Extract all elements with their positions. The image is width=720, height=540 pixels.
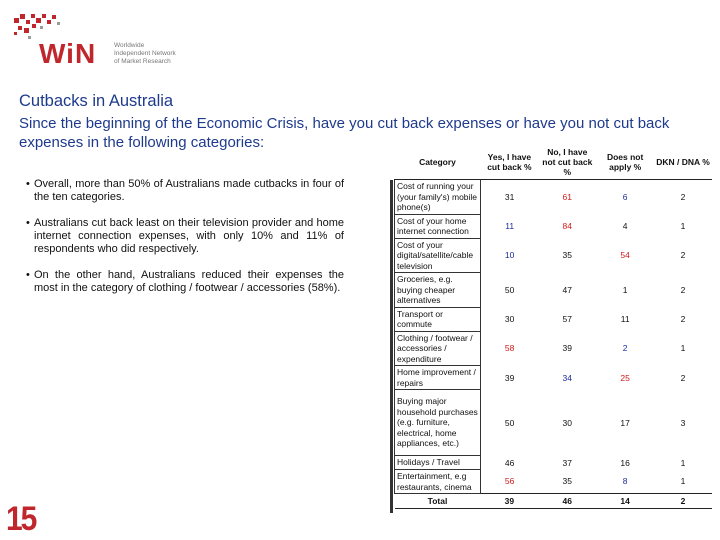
cutbacks-table (394, 144, 712, 509)
row-yes: 10 (504, 250, 515, 261)
row-category: Buying major household purchases (e.g. furniture, electrical, home appliances, etc.) (395, 390, 481, 456)
row-no: 84 (562, 221, 573, 231)
table-row (395, 331, 713, 366)
row-no: 30 (562, 417, 573, 428)
row-dkn: 2 (680, 372, 686, 383)
row-na: 11 (620, 314, 630, 324)
win-logo (14, 12, 194, 72)
row-dkn: 1 (680, 457, 686, 468)
total-no: 46 (538, 494, 596, 509)
bullet-text: Australians cut back least on their television provider and home internet connection expenses, with only 10% and 11% of respondents who did respectively. (34, 217, 344, 255)
row-dkn: 2 (680, 284, 686, 295)
total-label: Total (395, 494, 481, 509)
row-no: 57 (562, 314, 573, 324)
bullet-marker: • (26, 217, 30, 229)
row-dkn: 1 (680, 343, 686, 354)
row-na: 2 (622, 343, 628, 354)
bullet-item (26, 178, 344, 204)
table-row (395, 214, 713, 238)
row-na: 6 (622, 192, 628, 202)
table-row (395, 366, 713, 390)
table-header-row (395, 144, 713, 180)
row-yes: 11 (505, 221, 515, 231)
total-na: 14 (596, 494, 654, 509)
bullet-text: Overall, more than 50% of Australians made cutbacks in four of the ten categories. (34, 178, 344, 203)
header-category: Category (395, 144, 481, 180)
row-dkn: 3 (680, 417, 686, 428)
row-dkn: 2 (680, 314, 686, 324)
table-total-row (395, 494, 713, 509)
bullet-marker: • (26, 178, 30, 190)
row-yes: 31 (504, 192, 515, 202)
row-category: Clothing / footwear / accessories / expenditure (395, 331, 481, 366)
table-row (395, 456, 713, 470)
row-na: 54 (620, 250, 630, 261)
row-na: 4 (622, 221, 628, 231)
bullet-marker: • (26, 269, 30, 281)
row-na: 1 (622, 284, 628, 295)
row-yes: 39 (504, 372, 515, 383)
logo-tagline: Worldwide Independent Network of Market Research (114, 42, 176, 65)
total-dkn: 2 (654, 494, 712, 509)
bullet-item (26, 269, 344, 295)
table-row (395, 470, 713, 494)
bullet-list (26, 178, 344, 308)
table-row (395, 238, 713, 273)
row-no: 35 (562, 476, 573, 487)
row-category: Holidays / Travel (395, 456, 481, 470)
table-row (395, 180, 713, 215)
row-no: 47 (562, 284, 573, 295)
table-row (395, 273, 713, 308)
row-yes: 50 (504, 417, 515, 428)
header-yes: Yes, I have cut back % (480, 144, 538, 180)
row-category: Cost of your home internet connection (395, 214, 481, 238)
bullet-text: On the other hand, Australians reduced their expenses the most in the category of clothing / footwear / accessories (58%). (34, 269, 344, 294)
row-category: Groceries, e.g. buying cheaper alternatives (395, 273, 481, 308)
row-yes: 46 (504, 457, 515, 468)
row-category: Transport or commute (395, 307, 481, 331)
page-number: 15 (6, 500, 36, 538)
row-yes: 30 (504, 314, 515, 324)
survey-question: Since the beginning of the Economic Crisis, have you cut back expenses or have you not cut back expenses in the following categories: (19, 115, 670, 151)
row-category: Home improvement / repairs (395, 366, 481, 390)
logo-brand-text: WiN (39, 38, 97, 69)
table-left-rule (390, 180, 393, 513)
table-row (395, 390, 713, 456)
row-yes: 50 (504, 284, 515, 295)
row-no: 61 (562, 192, 573, 202)
bullet-item (26, 217, 344, 256)
total-yes: 39 (480, 494, 538, 509)
row-yes: 56 (504, 476, 515, 487)
row-dkn: 1 (680, 221, 686, 231)
row-dkn: 1 (680, 476, 686, 487)
row-no: 37 (562, 457, 573, 468)
header-does-not-apply: Does not apply % (596, 144, 654, 180)
header-no: No, I have not cut back % (538, 144, 596, 180)
row-na: 17 (620, 417, 630, 428)
row-dkn: 2 (680, 250, 686, 261)
row-category: Cost of your digital/satellite/cable television (395, 238, 481, 273)
row-na: 16 (620, 457, 630, 468)
row-yes: 58 (504, 343, 515, 354)
row-category: Entertainment, e.g restaurants, cinema (395, 470, 481, 494)
page-title: Cutbacks in Australia (19, 92, 174, 110)
row-na: 8 (622, 476, 628, 487)
row-no: 39 (562, 343, 573, 354)
row-dkn: 2 (680, 192, 686, 202)
row-no: 35 (562, 250, 573, 261)
header-dkn: DKN / DNA % (654, 144, 712, 180)
row-no: 34 (562, 372, 573, 383)
row-na: 25 (620, 372, 630, 383)
row-category: Cost of running your (your family's) mobile phone(s) (395, 180, 481, 215)
table-row (395, 307, 713, 331)
